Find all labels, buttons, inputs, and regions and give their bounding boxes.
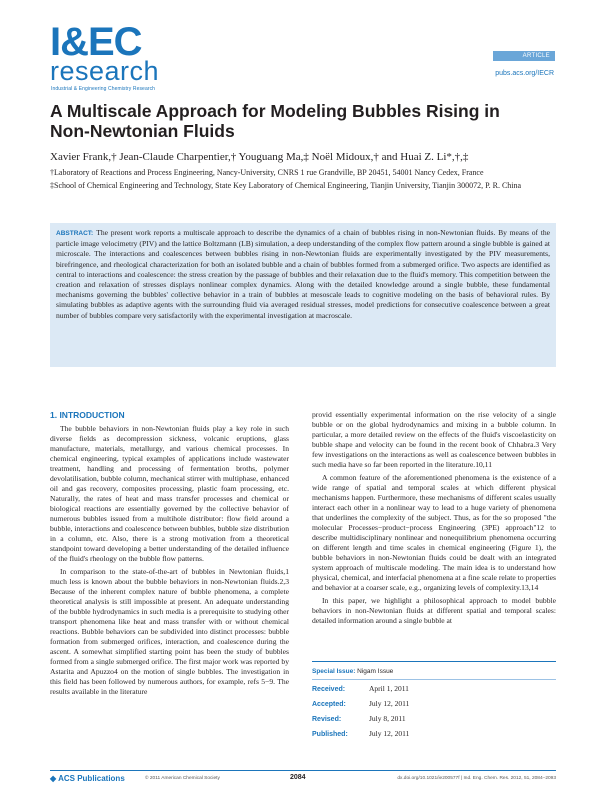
publisher-name: ACS Publications [58, 774, 125, 783]
special-issue-box [312, 661, 556, 742]
left-column [50, 424, 289, 697]
journal-logo-sub: research [50, 56, 160, 86]
affiliation-1: †Laboratory of Reactions and Process Engineering, Nancy-University, CNRS 1 rue Grandville, BP 20451, 54001 Nancy Cedex, France [50, 168, 484, 177]
journal-logo-tagline: Industrial & Engineering Chemistry Research [51, 86, 156, 92]
date-key: Accepted: [312, 701, 346, 708]
date-value: July 8, 2011 [369, 714, 406, 723]
date-row [312, 697, 556, 712]
paragraph: In comparison to the state-of-the-art of bubbles in Newtonian fluids,1 much less is known about the bubble behaviors in non-Newtonian fluids.2,3 Because of the inherent complex nature of bubble phenomena, a complete theoretical analysis is still impossible at present. An adequate understanding of the bubble hydrodynamics in such media is a prerequisite to studying other transport phenomena like heat and mass transfer with or without chemical reactions. Bubble behaviors can be subdivided into distinct processes: bubble formation from submerged orifices, interaction, and coalescence during the ascent. A somewhat simplified starting point has been the study of bubbles formed from a single submerged orifice. The first major work was reported by Astarita and Apuzzo4 on the motion of single bubbles. The investigation in this field has been followed by numerous authors, for example, refs 5−9. The results available in the literature [50, 567, 289, 696]
special-issue-label: Special Issue: [312, 668, 356, 675]
section-heading: 1. INTRODUCTION [50, 410, 125, 420]
abstract-box [50, 223, 556, 367]
date-row [312, 682, 556, 697]
paragraph: The bubble behaviors in non-Newtonian fluids play a key role in such diverse fields as decompression sickness, volcanic eruptions, glass manufacture, materials, metallurgy, and various chemical processes. In chemical engineering, typical examples of applications include wastewater treatment, handling and processing of fermentation broths, polymer devolatilisation, bubble column, mechanical stirrer with multiphase, enhanced oil and gas recovery, composites processing, plastic foam processing, etc. Naturally, the rates of heat and mass transfer processes and chemical or biological reactions are essentially governed by the collective behavior of numerous bubbles issued from a multihole distributor: flow field around a bubble, interactions and coalescence between bubbles, bubble size distribution in a column, etc. Also, there is a strong motivation from a theoretical standpoint toward developing a better understanding of the detailed influence of the fluid's rheology on the bubble flow patterns. [50, 424, 289, 563]
paragraph: A common feature of the aforementioned phenomena is the existence of a wide range of spatial and temporal scales at which different physical mechanisms happen. Furthermore, these mechanisms of different scales usually interact each other in a nonlinear way to lead to a huge variety of phenomena that underlines the complexity of the subject. Thus, as for the so proposed "the molecular Processes−product−process Engineering (3PE) approach"12 to describe multidisciplinary nonlinear and nonequilibrium phenomena occurring on different length and time scales in chemical engineering (Figure 1), the bubble behaviors in non-Newtonian fluids could be dealt with an integrated system approach of multiscale modeling. The main idea is to understand how physical, chemical, and interfacial phenomena at a fine scale relate to properties and behavior at a coarser scale, e.g., organizing levels of complexity.13,14 [312, 473, 556, 592]
footer-divider [50, 770, 556, 771]
paper-title: A Multiscale Approach for Modeling Bubbles Rising in Non-Newtonian Fluids [50, 101, 500, 141]
copyright: © 2011 American Chemical Society [145, 776, 220, 781]
doi-citation[interactable]: dx.doi.org/10.1021/ie200577f | Ind. Eng. Chem. Res. 2012, 51, 2084–2093 [397, 776, 556, 781]
right-column [312, 410, 556, 626]
affiliation-2: ‡School of Chemical Engineering and Technology, State Key Laboratory of Chemical Engineering, Tianjin University, Tianjin 300072, P. R. China [50, 181, 522, 190]
paragraph: provid essentially experimental information on the rise velocity of a single bubble or on the global hydrodynamics and mixing in a bubble column. In particular, a more detailed review on the effects of the fluid's viscoelasticity on bubble shape and velocity can be found in the recent book of Chhabra.3 Very few investigations on the interactions as well as coalescence between bubbles in such media have so far been reported in the literature.10,11 [312, 410, 556, 469]
date-value: April 1, 2011 [369, 684, 409, 693]
special-issue-line [312, 665, 556, 680]
date-key: Revised: [312, 716, 342, 723]
page-number: 2084 [290, 774, 306, 781]
acs-icon: ◆ [50, 774, 57, 783]
paragraph: In this paper, we highlight a philosophical approach to model bubble behaviors in non-Newtonian fluids at different spatial and temporal scales: detailed information around a single bubble at [312, 596, 556, 625]
date-value: July 12, 2011 [369, 729, 410, 738]
date-key: Received: [312, 686, 346, 693]
author-list: Xavier Frank,† Jean-Claude Charpentier,† Youguang Ma,‡ Noël Midoux,† and Huai Z. Li*,†,‡ [50, 151, 469, 163]
date-row [312, 712, 556, 727]
abstract-label: ABSTRACT: [56, 230, 94, 237]
date-key: Published: [312, 731, 348, 738]
journal-logo: I&EC [50, 20, 142, 64]
abstract-text: The present work reports a multiscale approach to describe the dynamics of a chain of bubbles rising in non-Newtonian fluids. By means of the particle image velocimetry (PIV) and the lattice Boltzmann (LB) simulation, a deep understanding of the complex flow pattern around a single bubble is gained at microscale. The interactions and coalescences between bubbles rising in non-Newtonian fluids are experimentally investigated by the PIV measurements, birefringence, and rheological characterization for both an isolated bubble and a chain of bubbles formed from a submerged orifice. Two aspects are identified as central to interactions and coalescence: the stress creation by the passage of bubbles and their relaxation due to the fluid's memory. This competition between the creation and relaxation of stresses displays nonlinear complex dynamics. Along with the detailed knowledge around a single bubble, these fundamental mechanisms governing the bubbles' collective behavior in a train of bubbles at mesoscale leads to cognitive modeling on the basis of behavioral rules. By simulating bubbles as adaptive agents with the surrounding fluid via averaged residual stresses, model predictions for consecutive coalescence between a great number of bubbles compare very satisfactorily with the experimental investigation at macroscale. [56, 228, 550, 320]
date-value: July 12, 2011 [369, 699, 410, 708]
article-type-tag: ARTICLE [493, 51, 555, 61]
special-issue-value: Nigam Issue [357, 668, 394, 675]
publisher-logo [50, 774, 125, 783]
date-row [312, 727, 556, 742]
journal-url-link[interactable]: pubs.acs.org/IECR [495, 70, 554, 77]
